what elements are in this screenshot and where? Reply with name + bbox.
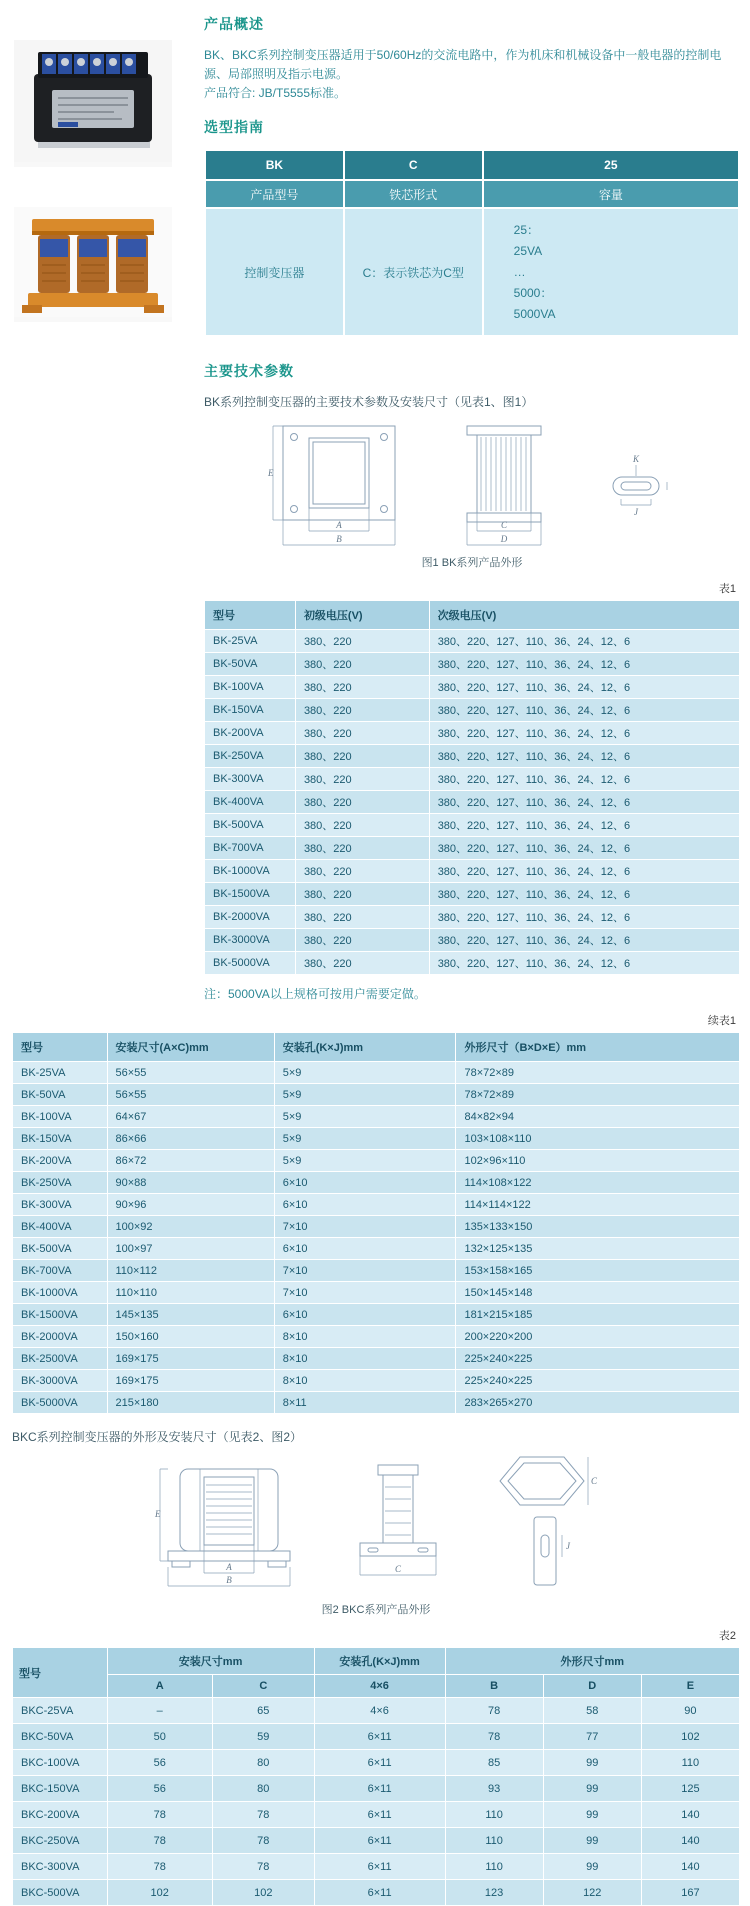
- model-cell: BKC-100VA: [13, 1750, 108, 1776]
- capacity-line: 5000VA: [513, 306, 556, 321]
- col-outline-size: 外形尺寸（B×D×E）mm: [456, 1033, 740, 1062]
- value-cell: 99: [543, 1802, 641, 1828]
- value-cell: 100×97: [107, 1238, 274, 1260]
- table-row: [13, 1392, 740, 1414]
- overview-standard: 产品符合: JB/T5555标准。: [204, 86, 347, 100]
- code-c: C: [344, 150, 483, 180]
- value-cell: 56×55: [107, 1084, 274, 1106]
- value-cell: 78×72×89: [456, 1084, 740, 1106]
- model-cell: BK-700VA: [13, 1260, 108, 1282]
- value-cell: 102: [107, 1880, 212, 1906]
- fig1-side-view-drawing: [449, 418, 559, 550]
- value-cell: 78: [445, 1724, 543, 1750]
- table-row: [13, 1776, 740, 1802]
- dim-label-A: A: [336, 520, 342, 530]
- value-cell: 181×215×185: [456, 1304, 740, 1326]
- bkc-intro-text: BKC系列控制变压器的外形及安装尺寸（见表2、图2）: [12, 1430, 303, 1444]
- table-header-row: [205, 601, 740, 630]
- dim-label-J: J: [566, 1541, 570, 1551]
- value-cell: 6×11: [314, 1828, 445, 1854]
- table-row: [13, 1106, 740, 1128]
- capacity-line: 25：: [513, 222, 540, 237]
- sub-col-A: A: [107, 1675, 212, 1698]
- value-cell: 110: [445, 1828, 543, 1854]
- figure1-bk-outline: [204, 418, 740, 550]
- model-cell: BK-400VA: [13, 1216, 108, 1238]
- value-cell: 225×240×225: [456, 1348, 740, 1370]
- value-cell: 380、220、127、110、36、24、12、6: [429, 676, 739, 699]
- value-cell: 78: [107, 1828, 212, 1854]
- model-cell: BK-1500VA: [13, 1304, 108, 1326]
- value-cell: –: [107, 1698, 212, 1724]
- selection-heading: 选型指南: [204, 119, 264, 135]
- table-row: [205, 745, 740, 768]
- value-cell: 4×6: [314, 1698, 445, 1724]
- label-model: 产品型号: [205, 180, 344, 208]
- model-cell: BK-100VA: [13, 1106, 108, 1128]
- dim-label-C2: C: [591, 1476, 598, 1486]
- value-cell: 6×11: [314, 1880, 445, 1906]
- value-cell: 90: [641, 1698, 739, 1724]
- model-cell: BK-150VA: [205, 699, 296, 722]
- value-cell: 283×265×270: [456, 1392, 740, 1414]
- value-cell: 84×82×94: [456, 1106, 740, 1128]
- tech-params-heading: 主要技术参数: [204, 363, 294, 379]
- fig1-front-view-drawing: [265, 418, 415, 550]
- dim-label-E: E: [155, 1509, 161, 1519]
- value-cell: 100×92: [107, 1216, 274, 1238]
- label-core: 铁芯形式: [344, 180, 483, 208]
- overview-paragraph: BK、BKC系列控制变压器适用于50/60Hz的交流电路中，作为机床和机械设备中一般电器的控制电源、局部照明及指示电源。: [204, 48, 722, 81]
- sub-col-E: E: [641, 1675, 739, 1698]
- photo-bk-transformer: [14, 40, 172, 167]
- sub-col-C: C: [212, 1675, 314, 1698]
- value-cell: 6×11: [314, 1750, 445, 1776]
- value-cell: 380、220、127、110、36、24、12、6: [429, 722, 739, 745]
- fig2-top-view-drawing: [492, 1453, 600, 1509]
- value-cell: 103×108×110: [456, 1128, 740, 1150]
- value-cell: 122: [543, 1880, 641, 1906]
- value-cell: 380、220、127、110、36、24、12、6: [429, 906, 739, 929]
- value-cell: 114×114×122: [456, 1194, 740, 1216]
- value-cell: 380、220: [295, 745, 429, 768]
- table-row: [205, 791, 740, 814]
- selection-code-row: [205, 150, 739, 180]
- value-cell: 8×11: [274, 1392, 456, 1414]
- dim-label-C: C: [394, 1564, 402, 1574]
- model-cell: BKC-25VA: [13, 1698, 108, 1724]
- model-cell: BK-700VA: [205, 837, 296, 860]
- dim-label-B: B: [226, 1575, 232, 1585]
- sub-col-hole-size: 4×6: [314, 1675, 445, 1698]
- table-row: [13, 1802, 740, 1828]
- table-row: [13, 1326, 740, 1348]
- value-cell: 78: [445, 1698, 543, 1724]
- value-cell: 380、220、127、110、36、24、12、6: [429, 952, 739, 975]
- value-cell: 93: [445, 1776, 543, 1802]
- value-cell: 78: [107, 1802, 212, 1828]
- table1-tag: 表1: [718, 583, 736, 595]
- bk-transformer-image: [14, 40, 172, 162]
- value-cell: 150×160: [107, 1326, 274, 1348]
- value-cell: 6×10: [274, 1194, 456, 1216]
- value-cell: 5×9: [274, 1150, 456, 1172]
- content-column: [192, 14, 742, 1008]
- col-primary-voltage: 初级电压(V): [295, 601, 429, 630]
- value-cell: 7×10: [274, 1260, 456, 1282]
- table-header-row-2: [13, 1675, 740, 1698]
- value-cell: 380、220: [295, 791, 429, 814]
- value-cell: 5×9: [274, 1084, 456, 1106]
- model-cell: BK-500VA: [13, 1238, 108, 1260]
- value-cell: 167: [641, 1880, 739, 1906]
- value-cell: 80: [212, 1750, 314, 1776]
- value-cell: 169×175: [107, 1348, 274, 1370]
- table-row: [205, 860, 740, 883]
- value-cell: 6×10: [274, 1304, 456, 1326]
- model-cell: BK-100VA: [205, 676, 296, 699]
- value-cell: 86×66: [107, 1128, 274, 1150]
- value-cell: 99: [543, 1776, 641, 1802]
- table-row: [13, 1304, 740, 1326]
- table-row: [13, 1150, 740, 1172]
- col-secondary-voltage: 次级电压(V): [429, 601, 739, 630]
- value-cell: 6×10: [274, 1238, 456, 1260]
- selection-guide-table: [204, 149, 740, 337]
- code-bk: BK: [205, 150, 344, 180]
- value-cell: 59: [212, 1724, 314, 1750]
- table-row: [13, 1854, 740, 1880]
- value-cell: 99: [543, 1828, 641, 1854]
- table-header-row: [13, 1033, 740, 1062]
- value-cell: 78: [212, 1828, 314, 1854]
- table-row: [13, 1698, 740, 1724]
- table-row: [205, 653, 740, 676]
- table-row: [205, 676, 740, 699]
- value-cell: 78: [212, 1854, 314, 1880]
- model-cell: BK-1000VA: [13, 1282, 108, 1304]
- fig2-front-view-drawing: [154, 1459, 304, 1591]
- model-cell: BKC-250VA: [13, 1828, 108, 1854]
- value-cell: 90×96: [107, 1194, 274, 1216]
- product-name-cell: 控制变压器: [205, 208, 344, 336]
- figure2-caption: 图2 BKC系列产品外形: [321, 1604, 431, 1616]
- value-cell: 150×145×148: [456, 1282, 740, 1304]
- value-cell: 110×110: [107, 1282, 274, 1304]
- value-cell: 145×135: [107, 1304, 274, 1326]
- selection-label-row: [205, 180, 739, 208]
- value-cell: 380、220、127、110、36、24、12、6: [429, 768, 739, 791]
- dim-label-E: E: [268, 468, 274, 478]
- bkc-transformer-image: [14, 207, 172, 317]
- table-row: [13, 1370, 740, 1392]
- model-cell: BK-3000VA: [13, 1370, 108, 1392]
- value-cell: 8×10: [274, 1326, 456, 1348]
- table-row: [205, 952, 740, 975]
- capacity-line: …: [513, 264, 526, 279]
- model-cell: BK-2500VA: [13, 1348, 108, 1370]
- model-cell: BK-500VA: [205, 814, 296, 837]
- value-cell: 5×9: [274, 1062, 456, 1084]
- value-cell: 169×175: [107, 1370, 274, 1392]
- table-row: [13, 1238, 740, 1260]
- bk-intro-text: BK系列控制变压器的主要技术参数及安装尺寸（见表1、图1）: [204, 395, 534, 409]
- table-header-row-1: [13, 1648, 740, 1675]
- value-cell: 380、220、127、110、36、24、12、6: [429, 745, 739, 768]
- value-cell: 5×9: [274, 1128, 456, 1150]
- model-cell: BK-3000VA: [205, 929, 296, 952]
- table-row: [13, 1828, 740, 1854]
- table-row: [205, 630, 740, 653]
- value-cell: 56: [107, 1776, 212, 1802]
- table1-continued-tag: 续表1: [707, 1015, 736, 1027]
- table-row: [205, 883, 740, 906]
- value-cell: 6×10: [274, 1172, 456, 1194]
- value-cell: 114×108×122: [456, 1172, 740, 1194]
- value-cell: 380、220、127、110、36、24、12、6: [429, 860, 739, 883]
- value-cell: 77: [543, 1724, 641, 1750]
- value-cell: 85: [445, 1750, 543, 1776]
- value-cell: 99: [543, 1854, 641, 1880]
- model-cell: BK-25VA: [205, 630, 296, 653]
- full-width-section: [10, 1012, 742, 1906]
- value-cell: 380、220、127、110、36、24、12、6: [429, 653, 739, 676]
- model-cell: BKC-500VA: [13, 1880, 108, 1906]
- table-row: [205, 906, 740, 929]
- table-row: [13, 1194, 740, 1216]
- value-cell: 153×158×165: [456, 1260, 740, 1282]
- dim-label-C: C: [500, 520, 508, 530]
- model-cell: BK-5000VA: [205, 952, 296, 975]
- col-mount-hole: 安装孔(K×J)mm: [274, 1033, 456, 1062]
- fig2-detail-column: [492, 1453, 600, 1597]
- value-cell: 86×72: [107, 1150, 274, 1172]
- model-cell: BK-50VA: [205, 653, 296, 676]
- table-row: [205, 929, 740, 952]
- capacity-line: 25VA: [513, 243, 543, 258]
- top-section: [10, 14, 742, 1008]
- col-mount-hole: 安装孔(K×J)mm: [314, 1648, 445, 1675]
- value-cell: 225×240×225: [456, 1370, 740, 1392]
- bk-voltage-table: [204, 600, 740, 975]
- value-cell: 65: [212, 1698, 314, 1724]
- model-cell: BK-200VA: [205, 722, 296, 745]
- value-cell: 135×133×150: [456, 1216, 740, 1238]
- value-cell: 6×11: [314, 1854, 445, 1880]
- model-cell: BK-2000VA: [205, 906, 296, 929]
- dim-label-D: D: [500, 534, 508, 544]
- dim-label-K: K: [632, 454, 640, 464]
- value-cell: 380、220、127、110、36、24、12、6: [429, 791, 739, 814]
- value-cell: 102×96×110: [456, 1150, 740, 1172]
- figure1-caption: 图1 BK系列产品外形: [421, 557, 523, 569]
- value-cell: 56×55: [107, 1062, 274, 1084]
- value-cell: 110: [641, 1750, 739, 1776]
- table-row: [13, 1348, 740, 1370]
- model-cell: BK-300VA: [13, 1194, 108, 1216]
- value-cell: 380、220、127、110、36、24、12、6: [429, 883, 739, 906]
- table-row: [13, 1128, 740, 1150]
- table-row: [13, 1216, 740, 1238]
- value-cell: 64×67: [107, 1106, 274, 1128]
- value-cell: 380、220: [295, 952, 429, 975]
- value-cell: 380、220、127、110、36、24、12、6: [429, 699, 739, 722]
- col-model: 型号: [13, 1033, 108, 1062]
- value-cell: 110: [445, 1802, 543, 1828]
- value-cell: 380、220: [295, 699, 429, 722]
- value-cell: 132×125×135: [456, 1238, 740, 1260]
- capacity-range-cell: [483, 208, 739, 336]
- value-cell: 140: [641, 1802, 739, 1828]
- fig1-mount-hole-drawing: [593, 449, 679, 519]
- model-cell: BK-250VA: [13, 1172, 108, 1194]
- value-cell: 380、220: [295, 929, 429, 952]
- table-row: [205, 699, 740, 722]
- value-cell: 380、220、127、110、36、24、12、6: [429, 837, 739, 860]
- table-row: [13, 1282, 740, 1304]
- table-row: [13, 1172, 740, 1194]
- model-cell: BK-2000VA: [13, 1326, 108, 1348]
- table-row: [205, 768, 740, 791]
- sub-col-D: D: [543, 1675, 641, 1698]
- value-cell: 78×72×89: [456, 1062, 740, 1084]
- fig2-side-view-drawing: [338, 1459, 458, 1591]
- core-type-cell: C：表示铁芯为C型: [344, 208, 483, 336]
- model-cell: BKC-150VA: [13, 1776, 108, 1802]
- model-cell: BKC-50VA: [13, 1724, 108, 1750]
- value-cell: 78: [212, 1802, 314, 1828]
- value-cell: 102: [212, 1880, 314, 1906]
- value-cell: 8×10: [274, 1370, 456, 1392]
- value-cell: 99: [543, 1750, 641, 1776]
- bk-dimensions-table: [12, 1032, 740, 1414]
- value-cell: 6×11: [314, 1776, 445, 1802]
- product-photos-column: [10, 14, 192, 1008]
- table2-tag: 表2: [718, 1630, 736, 1642]
- value-cell: 380、220: [295, 722, 429, 745]
- value-cell: 380、220: [295, 837, 429, 860]
- value-cell: 7×10: [274, 1216, 456, 1238]
- bkc-dimensions-table: [12, 1647, 740, 1906]
- model-cell: BK-1500VA: [205, 883, 296, 906]
- model-cell: BK-400VA: [205, 791, 296, 814]
- value-cell: 78: [107, 1854, 212, 1880]
- value-cell: 380、220: [295, 630, 429, 653]
- value-cell: 8×10: [274, 1348, 456, 1370]
- value-cell: 200×220×200: [456, 1326, 740, 1348]
- overview-heading: 产品概述: [204, 16, 264, 32]
- value-cell: 380、220: [295, 883, 429, 906]
- value-cell: 7×10: [274, 1282, 456, 1304]
- selection-body-row: [205, 208, 739, 336]
- value-cell: 125: [641, 1776, 739, 1802]
- dim-label-J: J: [634, 507, 638, 517]
- model-cell: BK-1000VA: [205, 860, 296, 883]
- value-cell: 80: [212, 1776, 314, 1802]
- value-cell: 140: [641, 1828, 739, 1854]
- value-cell: 380、220: [295, 653, 429, 676]
- model-cell: BK-250VA: [205, 745, 296, 768]
- custom-order-note: 注：5000VA以上规格可按用户需要定做。: [204, 987, 426, 1001]
- value-cell: 380、220: [295, 906, 429, 929]
- value-cell: 5×9: [274, 1106, 456, 1128]
- table-row: [13, 1260, 740, 1282]
- label-capacity: 容量: [483, 180, 739, 208]
- col-model: 型号: [13, 1648, 108, 1698]
- table-row: [205, 837, 740, 860]
- dim-label-A: A: [226, 1562, 232, 1572]
- model-cell: BK-150VA: [13, 1128, 108, 1150]
- value-cell: 58: [543, 1698, 641, 1724]
- figure2-bkc-outline: [14, 1453, 740, 1597]
- value-cell: 215×180: [107, 1392, 274, 1414]
- code-capacity: 25: [483, 150, 739, 180]
- model-cell: BKC-200VA: [13, 1802, 108, 1828]
- value-cell: 110×112: [107, 1260, 274, 1282]
- dim-label-B: B: [336, 534, 342, 544]
- fig2-bracket-drawing: [516, 1513, 576, 1597]
- value-cell: 6×11: [314, 1802, 445, 1828]
- value-cell: 380、220: [295, 860, 429, 883]
- value-cell: 102: [641, 1724, 739, 1750]
- value-cell: 140: [641, 1854, 739, 1880]
- value-cell: 123: [445, 1880, 543, 1906]
- value-cell: 50: [107, 1724, 212, 1750]
- value-cell: 380、220、127、110、36、24、12、6: [429, 929, 739, 952]
- table-row: [13, 1880, 740, 1906]
- model-cell: BK-300VA: [205, 768, 296, 791]
- value-cell: 110: [445, 1854, 543, 1880]
- model-cell: BK-200VA: [13, 1150, 108, 1172]
- table-row: [13, 1750, 740, 1776]
- value-cell: 380、220: [295, 814, 429, 837]
- model-cell: BK-5000VA: [13, 1392, 108, 1414]
- table-row: [205, 722, 740, 745]
- capacity-line: 5000：: [513, 285, 553, 300]
- col-model: 型号: [205, 601, 296, 630]
- value-cell: 56: [107, 1750, 212, 1776]
- value-cell: 380、220: [295, 676, 429, 699]
- table-row: [205, 814, 740, 837]
- value-cell: 380、220、127、110、36、24、12、6: [429, 630, 739, 653]
- value-cell: 90×88: [107, 1172, 274, 1194]
- photo-bkc-transformer: [14, 207, 172, 322]
- value-cell: 6×11: [314, 1724, 445, 1750]
- value-cell: 380、220、127、110、36、24、12、6: [429, 814, 739, 837]
- model-cell: BKC-300VA: [13, 1854, 108, 1880]
- model-cell: BK-25VA: [13, 1062, 108, 1084]
- sub-col-B: B: [445, 1675, 543, 1698]
- group-mount-size: 安装尺寸mm: [107, 1648, 314, 1675]
- table-row: [13, 1724, 740, 1750]
- table-row: [13, 1062, 740, 1084]
- col-mount-size: 安装尺寸(A×C)mm: [107, 1033, 274, 1062]
- model-cell: BK-50VA: [13, 1084, 108, 1106]
- value-cell: 380、220: [295, 768, 429, 791]
- table-row: [13, 1084, 740, 1106]
- group-outline-size: 外形尺寸mm: [445, 1648, 739, 1675]
